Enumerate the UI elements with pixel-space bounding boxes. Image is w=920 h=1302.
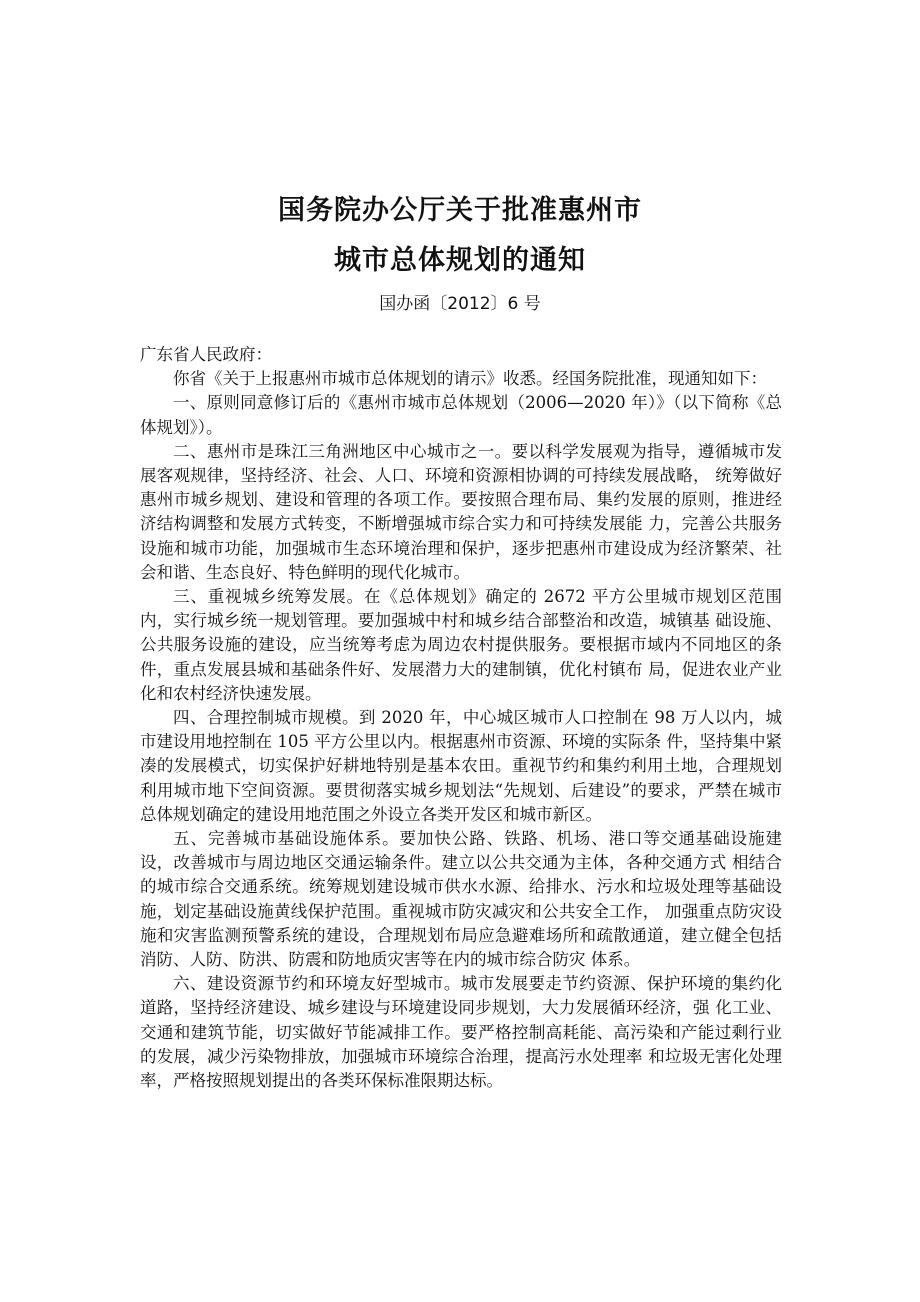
document-title-line-2: 城市总体规划的通知 <box>334 245 586 276</box>
paragraph-item-4: 四、合理控制城市规模。到 2020 年，中心城区城市人口控制在 98 万人以内，城市建设用地控制在 105 平方公里以内。根据惠州市资源、环境的实际条 件，坚持集中紧凑的发展模式，切实保护好耕地特别是基本农田。重视节约和集约利用土地，合理规划利用城市地下空间资源。要贯彻落实城乡规划法“先规划、后建设”的要求，严禁在城市总体规划确定的建设用地范围之外设立各类开发区和城市新区。 <box>140 708 782 824</box>
document-number: 国办函〔2012〕6 号 <box>379 294 541 314</box>
document-body <box>140 343 782 1093</box>
paragraph-intro: 你省《关于上报惠州市城市总体规划的请示》收悉。经国务院批准，现通知如下： <box>173 369 767 389</box>
document-title-line-1: 国务院办公厅关于批准惠州市 <box>278 195 642 226</box>
salutation: 广东省人民政府： <box>140 345 272 364</box>
paragraph-item-5: 五、完善城市基础设施体系。要加快公路、铁路、机场、港口等交通基础设施建设，改善城市与周边地区交通运输条件。建立以公共交通为主体，各种交通方式 相结合的城市综合交通系统。统筹规划建设城市供水水源、给排水、污水和垃圾处理等基础设施，划定基础设施黄线保护范围。重视城市防灾减灾和公共安全工作， 加强重点防灾设施和灾害监测预警系统的建设，合理规划布局应急避难场所和疏散通道，建立健全包括消防、人防、防洪、防震和防地质灾害等在内的城市综合防灾 体系。 <box>140 829 782 970</box>
paragraph-item-2: 二、惠州市是珠江三角洲地区中心城市之一。要以科学发展观为指导，遵循城市发展客观规律，坚持经济、社会、人口、环境和资源相协调的可持续发展战略， 统筹做好惠州市城乡规划、建设和管理的各项工作。要按照合理布局、集约发展的原则，推进经济结构调整和发展方式转变，不断增强城市综合实力和可持续发展能 力，完善公共服务设施和城市功能，加强城市生态环境治理和保护，逐步把惠州市建设成为经济繁荣、社会和谐、生态良好、特色鲜明的现代化城市。 <box>140 441 782 582</box>
paragraph-item-6: 六、建设资源节约和环境友好型城市。城市发展要走节约资源、保护环境的集约化道路，坚持经济建设、城乡建设与环境建设同步规划，大力发展循环经济，强 化工业、交通和建筑节能，切实做好节能减排工作。要严格控制高耗能、高污染和产能过剩行业的发展，减少污染物排放，加强城市环境综合治理，提高污水处理率 和垃圾无害化处理率，严格按照规划提出的各类环保标准限期达标。 <box>140 974 782 1091</box>
paragraph-item-3: 三、重视城乡统筹发展。在《总体规划》确定的 2672 平方公里城市规划区范围内，实行城乡统一规划管理。要加强城中村和城乡结合部整治和改造，城镇基 础设施、公共服务设施的建设，应当统筹考虑为周边农村提供服务。要根据市域内不同地区的条件，重点发展县城和基础条件好、发展潜力大的建制镇，优化村镇布 局，促进农业产业化和农村经济快速发展。 <box>140 587 782 703</box>
paragraph-item-1: 一、原则同意修订后的《惠州市城市总体规划（2006—2020 年）》（以下简称《总体规划》）。 <box>140 393 782 437</box>
